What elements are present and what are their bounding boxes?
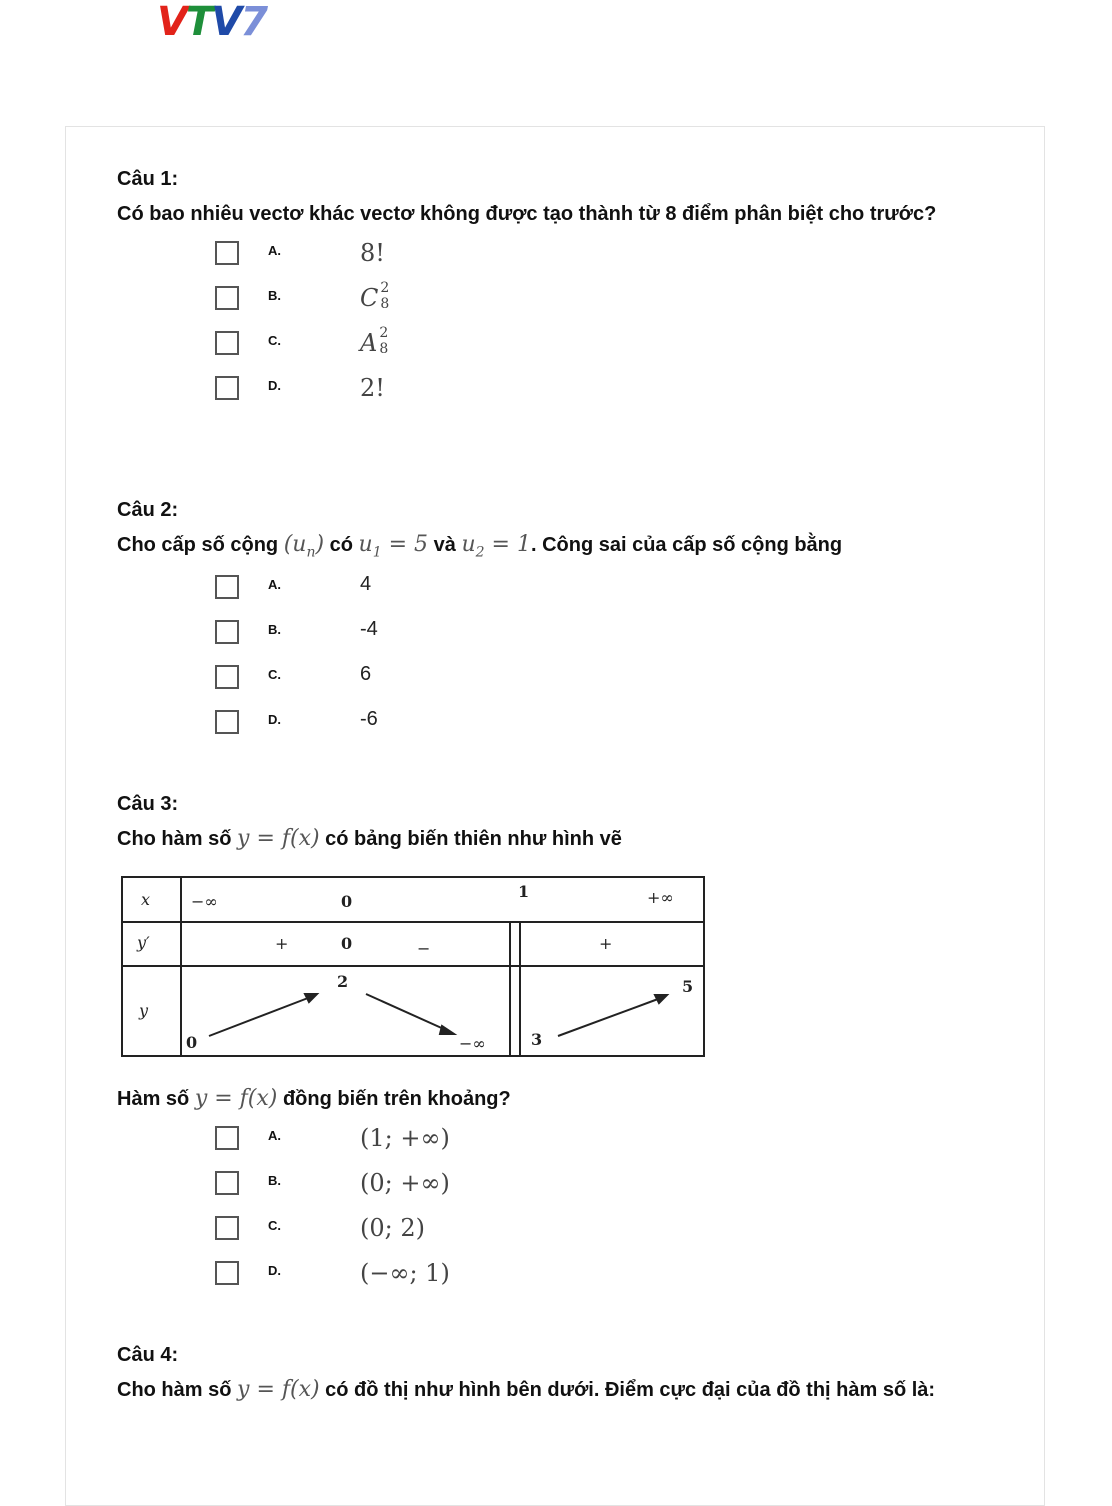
option-value: 2! xyxy=(360,374,385,402)
option-value: (0; 2) xyxy=(360,1214,425,1242)
option-c[interactable] xyxy=(117,1214,997,1259)
question-text: Cho hàm số y = f(x) có đồ thị như hình bên dưới. Điểm cực đại của đồ thị hàm số là: xyxy=(117,1377,936,1402)
checkbox[interactable] xyxy=(215,1216,239,1240)
option-d[interactable] xyxy=(117,708,997,753)
option-letter: D. xyxy=(268,712,281,728)
option-value: (−∞; 1) xyxy=(360,1259,450,1287)
x-neg-inf: −∞ xyxy=(191,892,218,911)
option-letter: B. xyxy=(268,288,281,303)
x-pos-inf: +∞ xyxy=(647,888,674,907)
x-label: x xyxy=(141,890,151,909)
option-value: 8! xyxy=(360,239,385,267)
option-value: C 2 8 xyxy=(360,279,390,312)
option-a[interactable] xyxy=(117,239,997,284)
option-value: A 2 8 xyxy=(360,324,389,357)
option-list xyxy=(117,573,997,753)
question-4 xyxy=(117,1343,997,1409)
option-d[interactable] xyxy=(117,374,997,419)
option-value: -6 xyxy=(360,708,378,731)
option-a[interactable] xyxy=(117,573,997,618)
yp-plus-1: + xyxy=(275,934,289,953)
question-text: Cho hàm số y = f(x) có bảng biến thiên như hình vẽ xyxy=(117,826,622,851)
checkbox[interactable] xyxy=(215,665,239,689)
option-b[interactable] xyxy=(117,618,997,663)
checkbox[interactable] xyxy=(215,1261,239,1285)
option-list xyxy=(117,1124,997,1304)
option-list xyxy=(117,239,997,419)
option-b[interactable] xyxy=(117,1169,997,1214)
x-zero: 0 xyxy=(341,892,353,911)
checkbox[interactable] xyxy=(215,376,239,400)
y-three: 3 xyxy=(531,1030,543,1049)
y-five: 5 xyxy=(682,977,694,996)
yp-minus: − xyxy=(417,939,431,958)
checkbox[interactable] xyxy=(215,1171,239,1195)
checkbox[interactable] xyxy=(215,286,239,310)
variation-table xyxy=(121,876,705,1057)
option-value: (0; +∞) xyxy=(360,1169,450,1197)
checkbox[interactable] xyxy=(215,331,239,355)
question-3-prompt xyxy=(117,1080,997,1304)
y-two: 2 xyxy=(337,972,349,991)
checkbox[interactable] xyxy=(215,620,239,644)
option-letter: D. xyxy=(268,1263,281,1278)
option-value: 4 xyxy=(360,573,372,596)
option-letter: B. xyxy=(268,622,281,638)
question-2 xyxy=(117,498,997,753)
option-value: (1; +∞) xyxy=(360,1124,450,1152)
question-title: Câu 4: xyxy=(117,1344,179,1366)
option-a[interactable] xyxy=(117,1124,997,1169)
option-value: 6 xyxy=(360,663,372,686)
option-letter: C. xyxy=(268,667,281,683)
option-letter: A. xyxy=(268,243,281,258)
option-letter: D. xyxy=(268,378,281,393)
option-b[interactable] xyxy=(117,279,997,329)
y-neg-inf: −∞ xyxy=(459,1034,486,1053)
question-title: Câu 2: xyxy=(117,499,179,521)
option-letter: B. xyxy=(268,1173,281,1188)
question-text: Hàm số y = f(x) đồng biến trên khoảng? xyxy=(117,1086,511,1111)
question-3 xyxy=(117,792,997,858)
option-value: -4 xyxy=(360,618,378,641)
checkbox[interactable] xyxy=(215,241,239,265)
question-title: Câu 1: xyxy=(117,168,179,190)
yp-plus-2: + xyxy=(599,934,613,953)
x-one: 1 xyxy=(518,882,530,901)
y-prime-label: y′ xyxy=(137,933,150,952)
y-zero: 0 xyxy=(186,1033,198,1052)
checkbox[interactable] xyxy=(215,710,239,734)
option-d[interactable] xyxy=(117,1259,997,1304)
question-text: Cho cấp số cộng $(u_n)$ có $u_1 = 5$ và $u_2 = 1$. Công sai của cấp số cộng bằng xyxy=(117,532,843,561)
option-letter: C. xyxy=(268,333,281,348)
option-letter: A. xyxy=(268,577,281,593)
checkbox[interactable] xyxy=(215,575,239,599)
question-1 xyxy=(117,167,997,419)
checkbox[interactable] xyxy=(215,1126,239,1150)
option-letter: A. xyxy=(268,1128,281,1143)
option-c[interactable] xyxy=(117,663,997,708)
option-letter: C. xyxy=(268,1218,281,1233)
question-text: Có bao nhiêu vectơ khác vectơ không được tạo thành từ 8 điểm phân biệt cho trước? xyxy=(117,203,937,225)
option-c[interactable] xyxy=(117,324,997,374)
yp-zero: 0 xyxy=(341,934,353,953)
vtv7-logo: VTV7 xyxy=(157,0,267,45)
y-label: y xyxy=(139,1001,149,1020)
question-title: Câu 3: xyxy=(117,793,179,815)
